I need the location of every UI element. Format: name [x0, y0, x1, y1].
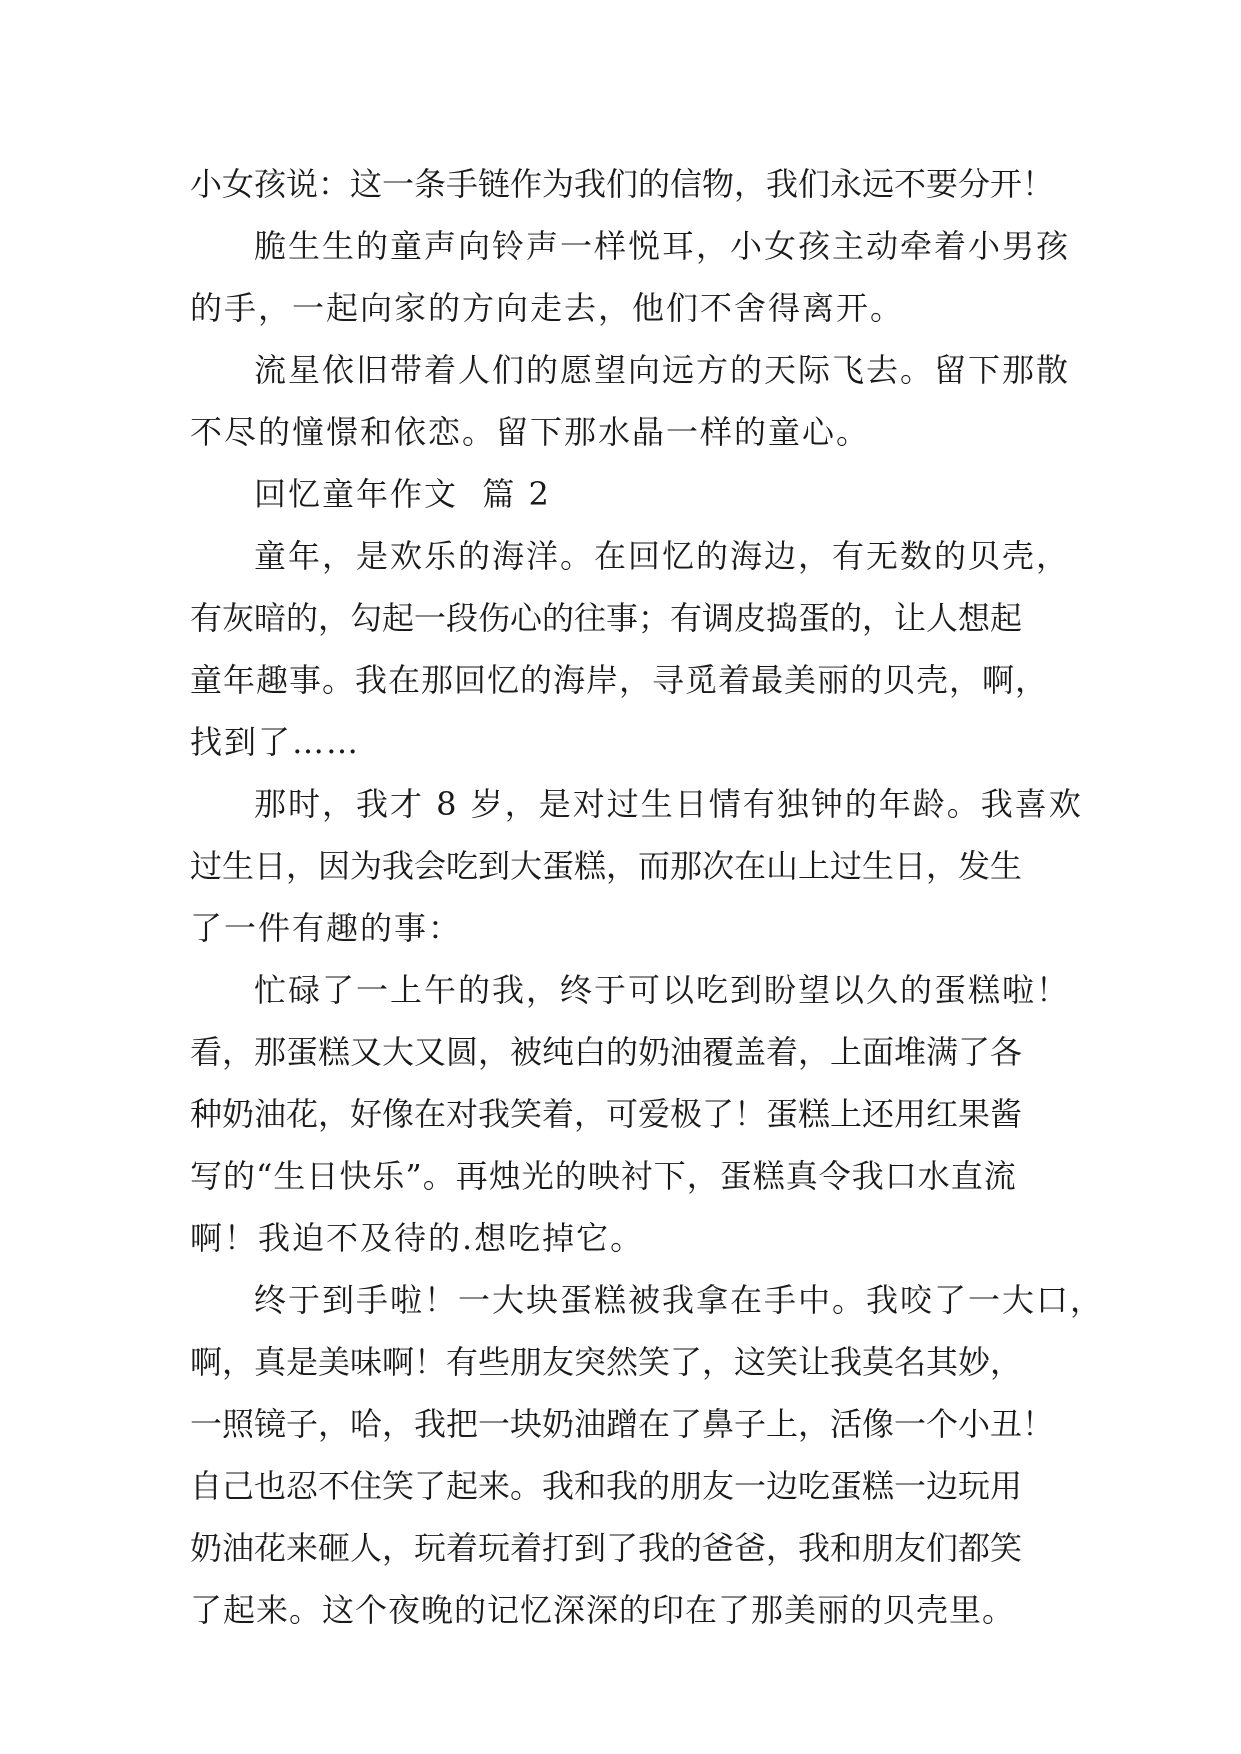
text-line: 小女孩说：这一条手链作为我们的信物，我们永远不要分开！ [190, 165, 1055, 203]
text-line: 了起来。这个夜晚的记忆深深的印在了那美丽的贝壳里。 [190, 1591, 1016, 1629]
paragraph-start: 那时，我才 8 岁，是对过生日情有独钟的年龄。我喜欢 [254, 785, 1083, 823]
paragraph-start: 童年，是欢乐的海洋。在回忆的海边，有无数的贝壳， [254, 537, 1071, 575]
text-line: 过生日，因为我会吃到大蛋糕，而那次在山上过生日，发生 [190, 847, 1023, 885]
text-line: 找到了…… [190, 723, 361, 761]
paragraph-start: 流星依旧带着人们的愿望向远方的天际飞去。留下那散 [254, 351, 1071, 389]
text-line: 的手，一起向家的方向走去，他们不舍得离开。 [190, 289, 905, 327]
paragraph-start: 忙碌了一上午的我，终于可以吃到盼望以久的蛋糕啦！ [254, 971, 1071, 1009]
text-line: 写的“生日快乐”。再烛光的映衬下，蛋糕真令我口水直流 [190, 1157, 1017, 1195]
text-line: 啊，真是美味啊！有些朋友突然笑了，这笑让我莫名其妙， [190, 1343, 1023, 1381]
text-line: 有灰暗的，勾起一段伤心的往事；有调皮捣蛋的，让人想起 [190, 599, 1023, 637]
text-line: 奶油花来砸人，玩着玩着打到了我的爸爸，我和朋友们都笑 [190, 1529, 1023, 1567]
text-line: 啊！我迫不及待的.想吃掉它。 [190, 1219, 645, 1257]
paragraph-start: 脆生生的童声向铃声一样悦耳，小女孩主动牵着小男孩 [254, 227, 1071, 265]
text-line: 种奶油花，好像在对我笑着，可爱极了！蛋糕上还用红果酱 [190, 1095, 1023, 1133]
text-line: 自己也忍不住笑了起来。我和我的朋友一边吃蛋糕一边玩用 [190, 1467, 1023, 1505]
paragraph-start: 终于到手啦！一大块蛋糕被我拿在手中。我咬了一大口， [254, 1281, 1105, 1319]
section-heading: 回忆童年作文 篇 2 [254, 475, 551, 513]
text-line: 一照镜子，哈，我把一块奶油蹭在了鼻子上，活像一个小丑！ [190, 1405, 1055, 1443]
text-line: 了一件有趣的事： [190, 909, 463, 947]
text-line: 童年趣事。我在那回忆的海岸，寻觅着最美丽的贝壳，啊， [190, 661, 1049, 699]
text-line: 看，那蛋糕又大又圆，被纯白的奶油覆盖着，上面堆满了各 [190, 1033, 1023, 1071]
text-line: 不尽的憧憬和依恋。留下那水晶一样的童心。 [190, 413, 871, 451]
